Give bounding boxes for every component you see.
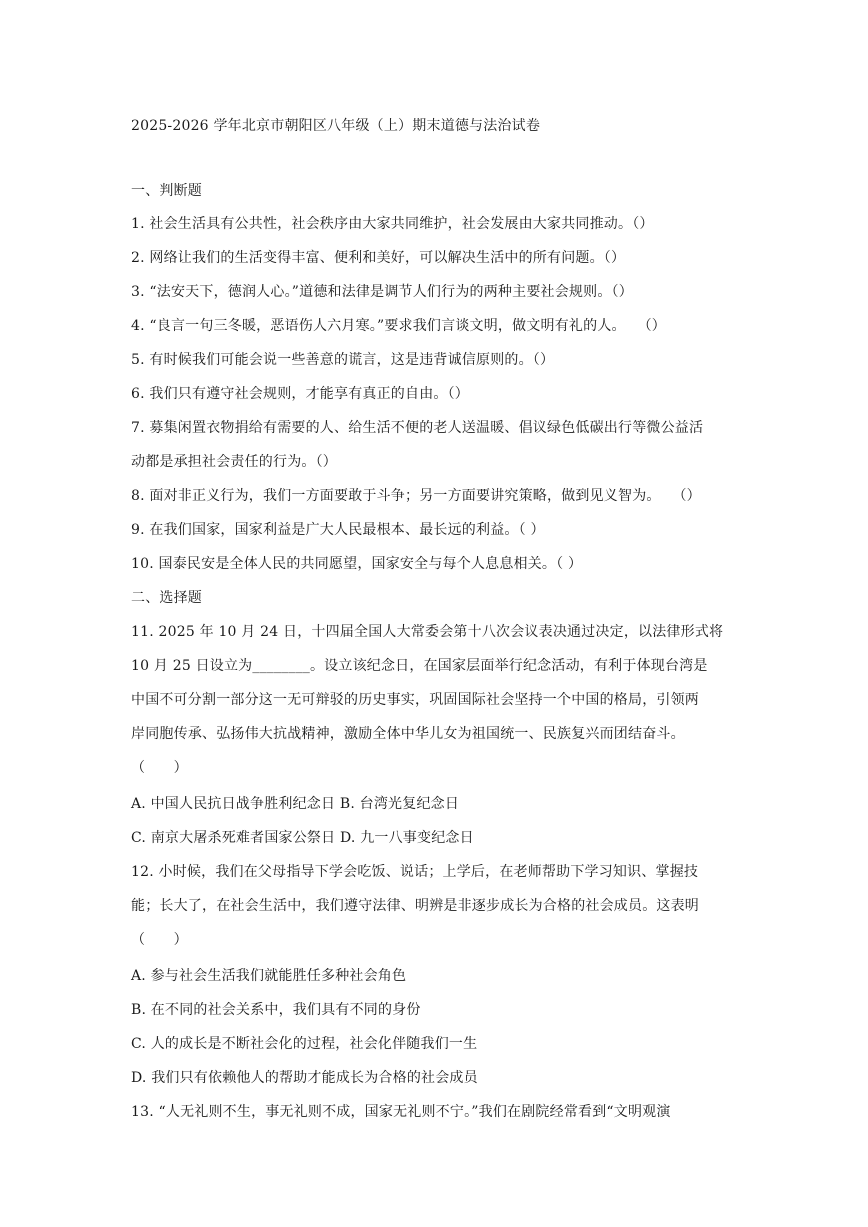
question-5: 5. 有时候我们可能会说一些善意的谎言，这是违背诚信原则的。（） bbox=[131, 352, 555, 368]
question-11-line-3: 中国不可分割一部分这一无可辩驳的历史事实，巩固国际社会坚持一个中国的格局，引领两 bbox=[131, 692, 699, 708]
question-12-answer-bracket: （ ） bbox=[131, 932, 188, 948]
question-11-options-cd: C. 南京大屠杀死难者国家公祭日 D. 九一八事变纪念日 bbox=[131, 830, 474, 846]
question-11-line-2: 10 月 25 日设立为________。设立该纪念日，在国家层面举行纪念活动，有利于体现台湾是 bbox=[131, 658, 708, 674]
section-heading-choice: 二、选择题 bbox=[131, 590, 202, 606]
question-12-line-2: 能；长大了，在社会生活中，我们遵守法律、明辨是非逐步成长为合格的社会成员。这表明 bbox=[131, 898, 699, 914]
question-13-line-1: 13. “人无礼则不生，事无礼则不成，国家无礼则不宁。”我们在剧院经常看到“文明观演 bbox=[131, 1104, 671, 1120]
question-8: 8. 面对非正义行为，我们一方面要敢于斗争；另一方面要讲究策略，做到见义智为。 （） bbox=[131, 488, 701, 504]
question-12-option-b: B. 在不同的社会关系中，我们具有不同的身份 bbox=[131, 1002, 421, 1018]
question-7-line-2: 动都是承担社会责任的行为。（） bbox=[131, 454, 337, 470]
section-heading-true-false: 一、判断题 bbox=[131, 183, 202, 199]
question-10: 10. 国泰民安是全体人民的共同愿望，国家安全与每个人息息相关。（ ） bbox=[131, 556, 583, 572]
question-2: 2. 网络让我们的生活变得丰富、便利和美好，可以解决生活中的所有问题。（） bbox=[131, 250, 626, 266]
question-11-answer-bracket: （ ） bbox=[131, 760, 188, 776]
question-12-option-c: C. 人的成长是不断社会化的过程，社会化伴随我们一生 bbox=[131, 1036, 478, 1052]
question-12-option-a: A. 参与社会生活我们就能胜任多种社会角色 bbox=[131, 968, 407, 984]
question-4: 4. “良言一句三冬暖，恶语伤人六月寒。”要求我们言谈文明，做文明有礼的人。 （） bbox=[131, 318, 666, 334]
exam-title: 2025-2026 学年北京市朝阳区八年级（上）期末道德与法治试卷 bbox=[131, 118, 541, 134]
question-12-line-1: 12. 小时候，我们在父母指导下学会吃饭、说话；上学后，在老师帮助下学习知识、掌握技 bbox=[131, 864, 699, 880]
question-6: 6. 我们只有遵守社会规则，才能享有真正的自由。（） bbox=[131, 386, 470, 402]
question-7-line-1: 7. 募集闲置衣物捐给有需要的人、给生活不便的老人送温暖、倡议绿色低碳出行等微公益活 bbox=[131, 420, 704, 436]
question-1: 1. 社会生活具有公共性，社会秩序由大家共同维护，社会发展由大家共同推动。（） bbox=[131, 216, 654, 232]
question-11-options-ab: A. 中国人民抗日战争胜利纪念日 B. 台湾光复纪念日 bbox=[131, 796, 460, 812]
question-11-line-1: 11. 2025 年 10 月 24 日，十四届全国人大常委会第十八次会议表决通过决定，以法律形式将 bbox=[131, 624, 724, 640]
question-12-option-d: D. 我们只有依赖他人的帮助才能成长为合格的社会成员 bbox=[131, 1070, 478, 1086]
question-11-line-4: 岸同胞传承、弘扬伟大抗战精神，激励全体中华儿女为祖国统一、民族复兴而团结奋斗。 bbox=[131, 726, 685, 742]
question-9: 9. 在我们国家，国家利益是广大人民最根本、最长远的利益。（ ） bbox=[131, 522, 545, 538]
question-3: 3. “法安天下，德润人心。”道德和法律是调节人们行为的两种主要社会规则。（） bbox=[131, 284, 633, 300]
